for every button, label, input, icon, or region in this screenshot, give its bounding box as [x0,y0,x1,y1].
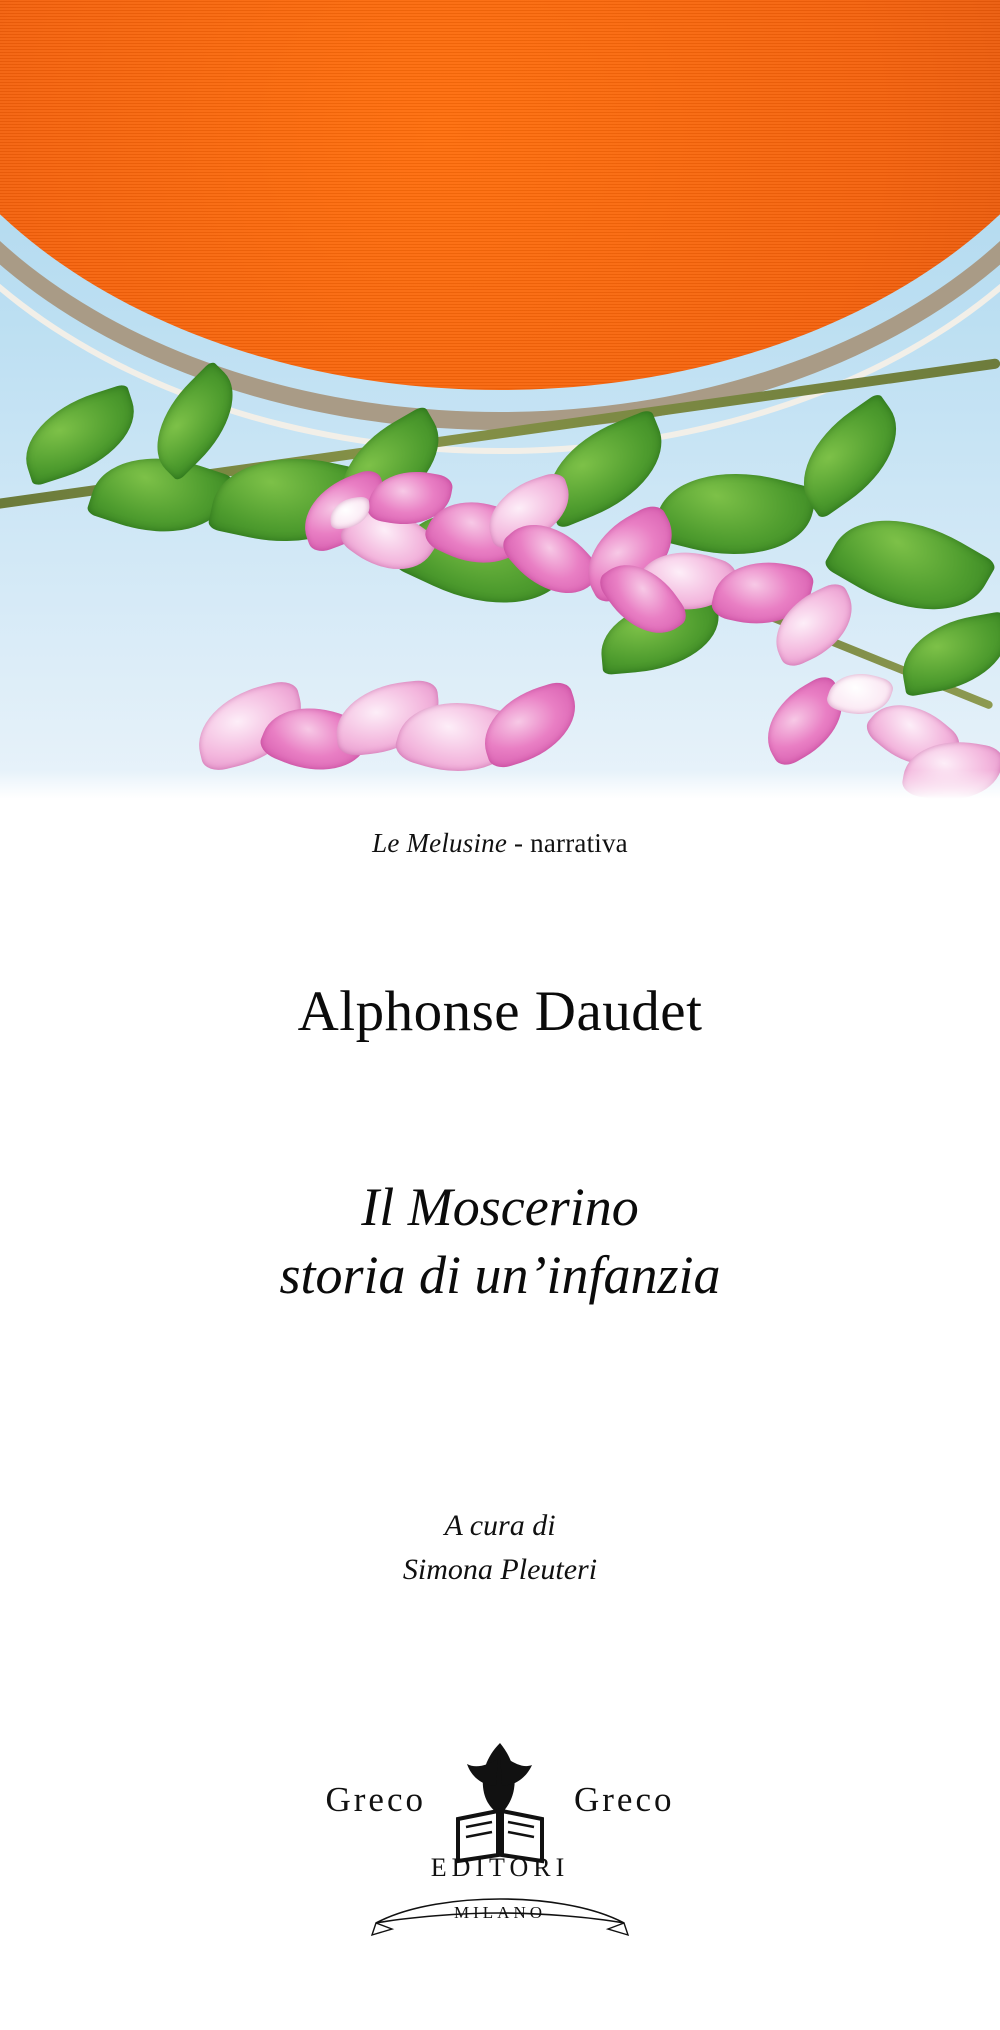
publisher-word-left: Greco [325,1780,426,1819]
editor-credit [0,1504,1000,1591]
publisher-subtitle: EDITORI [430,1853,570,1882]
cover-photograph [0,0,1000,800]
editor-label: A cura di [444,1509,556,1542]
series-name: Le Melusine [372,828,508,858]
book-title-line2: storia di un’infanzia [279,1244,721,1305]
publisher-word-right: Greco [574,1780,675,1819]
author-name: Alphonse Daudet [297,980,703,1043]
book-title [0,1174,1000,1309]
greco-greco-publisher-logo-icon [440,1735,560,1865]
book-title-line1: Il Moscerino [361,1177,639,1237]
publisher-logo-row [0,1735,1000,1865]
series-line [0,828,1000,859]
photo-bottom-fade [0,770,1000,800]
publisher-block [0,1735,1000,1941]
editor-name: Simona Pleuteri [402,1552,598,1586]
publisher-city: MILANO [454,1903,546,1922]
series-category: narrativa [530,828,628,858]
series-separator: - [507,828,531,858]
publisher-city-ribbon [370,1889,630,1941]
